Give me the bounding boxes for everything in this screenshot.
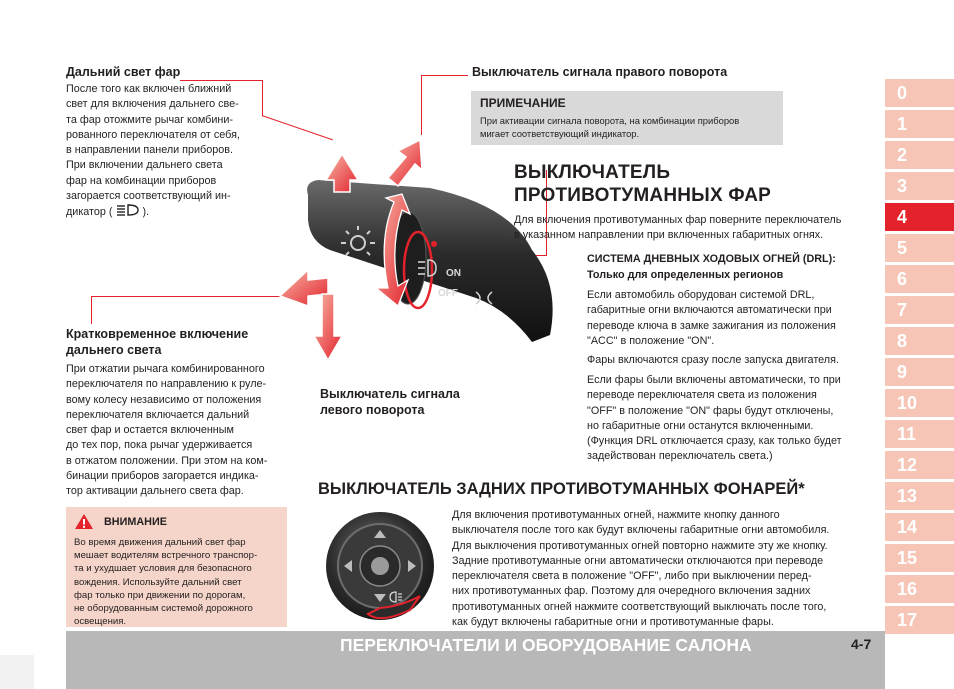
chapter-tab-2[interactable]: 2 — [885, 141, 954, 169]
left-turn-title: Выключатель сигнала левого поворота — [320, 387, 460, 417]
chapter-tab-3[interactable]: 3 — [885, 172, 954, 200]
note-box — [471, 91, 783, 145]
page-number: 4-7 — [851, 636, 872, 652]
chapter-tab-5[interactable]: 5 — [885, 234, 954, 262]
chapter-tab-1[interactable]: 1 — [885, 110, 954, 138]
chapter-tab-12[interactable]: 12 — [885, 451, 954, 479]
flash-title: Кратковременное включение дальнего света — [66, 327, 249, 357]
chapter-tab-6[interactable]: 6 — [885, 265, 954, 293]
switch-off-label: OFF — [438, 288, 458, 299]
chapter-tab-4[interactable]: 4 — [885, 203, 954, 231]
rear-fog-switch-illustration — [318, 506, 440, 624]
callout-line — [180, 80, 262, 81]
flash-text: При отжатии рычага комбинированного переключателя по направлению к руле- вому колесу независимо от положения переключателя включается дальний свет фар и остается включенным до тех пор, пока рычаг удерживается в отжатом положении. При этом на ком- бинации приборов загорается индика- тор активации дальнего света фар. — [66, 363, 268, 498]
callout-line — [262, 80, 263, 116]
high-beam-title: Дальний свет фар — [66, 65, 181, 79]
chapter-tab-9[interactable]: 9 — [885, 358, 954, 386]
switch-on-label: ON — [446, 268, 461, 279]
right-turn-title: Выключатель сигнала правого поворота — [472, 65, 728, 79]
high-beam-indicator-icon — [116, 204, 140, 216]
pull-back-arrow-icon — [280, 270, 328, 306]
chapter-tab-13[interactable]: 13 — [885, 482, 954, 510]
footer-title: ПЕРЕКЛЮЧАТЕЛИ И ОБОРУДОВАНИЕ САЛОНА — [340, 635, 752, 655]
drl-text-3: Если фары были включены автоматически, то при переводе переключателя света из положения "OFF" в положение "ON" фары будут отключены, но габаритные огни останутся включенными. (Функция DRL отключается сразу, как только будет задействован переключатель света.) — [587, 374, 842, 463]
warning-icon — [74, 513, 94, 530]
front-fog-text: Для включения противотуманных фар поверните переключатель в указанном направлении при включенных габаритных огнях. — [514, 214, 842, 242]
chapter-tab-8[interactable]: 8 — [885, 327, 954, 355]
drl-text-1: Если автомобиль оборудован системой DRL, габаритные огни включаются автоматически при переводе ключа в замке зажигания из положения "ACC" в положение "ON". — [587, 289, 836, 347]
chapter-tab-15[interactable]: 15 — [885, 544, 954, 572]
note-title: ПРИМЕЧАНИЕ — [480, 96, 566, 110]
rear-fog-title: ВЫКЛЮЧАТЕЛЬ ЗАДНИХ ПРОТИВОТУМАННЫХ ФОНАРЕЙ* — [318, 480, 805, 498]
warning-text: Во время движения дальний свет фар мешает водителям встречного транспор- та и ухудшает условия для безопасного вождения. Используйте дальний свет фар только при движении по дорогам, не оборудованным системой дорожного освещения. — [74, 537, 258, 628]
chapter-tab-0[interactable]: 0 — [885, 79, 954, 107]
drl-title: СИСТЕМА ДНЕВНЫХ ХОДОВЫХ ОГНЕЙ (DRL): — [587, 253, 836, 265]
callout-line — [91, 296, 281, 297]
drl-subtitle: Только для определенных регионов — [587, 269, 784, 281]
callout-line — [91, 296, 92, 324]
rear-fog-text: Для включения противотуманных огней, нажмите кнопку данного выключателя после того как будут включены габаритные огни автомобиля. Для выключения противотуманных огней повторно нажмите эту же кнопку. Задние противотуманные огни автоматически отключаются при переводе переключателя света в положение "OFF", либо при выключении перед- них противотуманных фар. Поэтому для очередного включения задних противотуманных огней нажмите соответствующий выключать после того, как будут включены габаритные огни и противотуманные фары. — [452, 509, 830, 629]
drl-text-2: Фары включаются сразу после запуска двигателя. — [587, 354, 839, 366]
chapter-tab-16[interactable]: 16 — [885, 575, 954, 603]
chapter-tab-7[interactable]: 7 — [885, 296, 954, 324]
right-turn-arrow-icon — [388, 140, 422, 186]
warning-title: ВНИМАНИЕ — [104, 515, 167, 528]
warning-box — [66, 507, 287, 627]
chapter-tab-17[interactable]: 17 — [885, 606, 954, 634]
left-turn-arrow-icon — [314, 294, 342, 360]
chapter-tab-11[interactable]: 11 — [885, 420, 954, 448]
chapter-tab-10[interactable]: 10 — [885, 389, 954, 417]
high-beam-text: После того как включен ближний свет для включения дальнего све- та фар отожмите рычаг комбини- рованного переключателя от себя, в направлении панели приборов. При включении дальнего света фар на комбинации приборов загорается соответствующий ин- дикатор ( ). — [66, 83, 240, 219]
chapter-tab-14[interactable]: 14 — [885, 513, 954, 541]
callout-line — [421, 75, 468, 76]
corner-tab — [0, 655, 34, 689]
note-text: При активации сигнала поворота, на комбинации приборов мигает соответствующий индикатор. — [480, 115, 740, 139]
front-fog-title: ВЫКЛЮЧАТЕЛЬ ПРОТИВОТУМАННЫХ ФАР — [514, 162, 772, 206]
